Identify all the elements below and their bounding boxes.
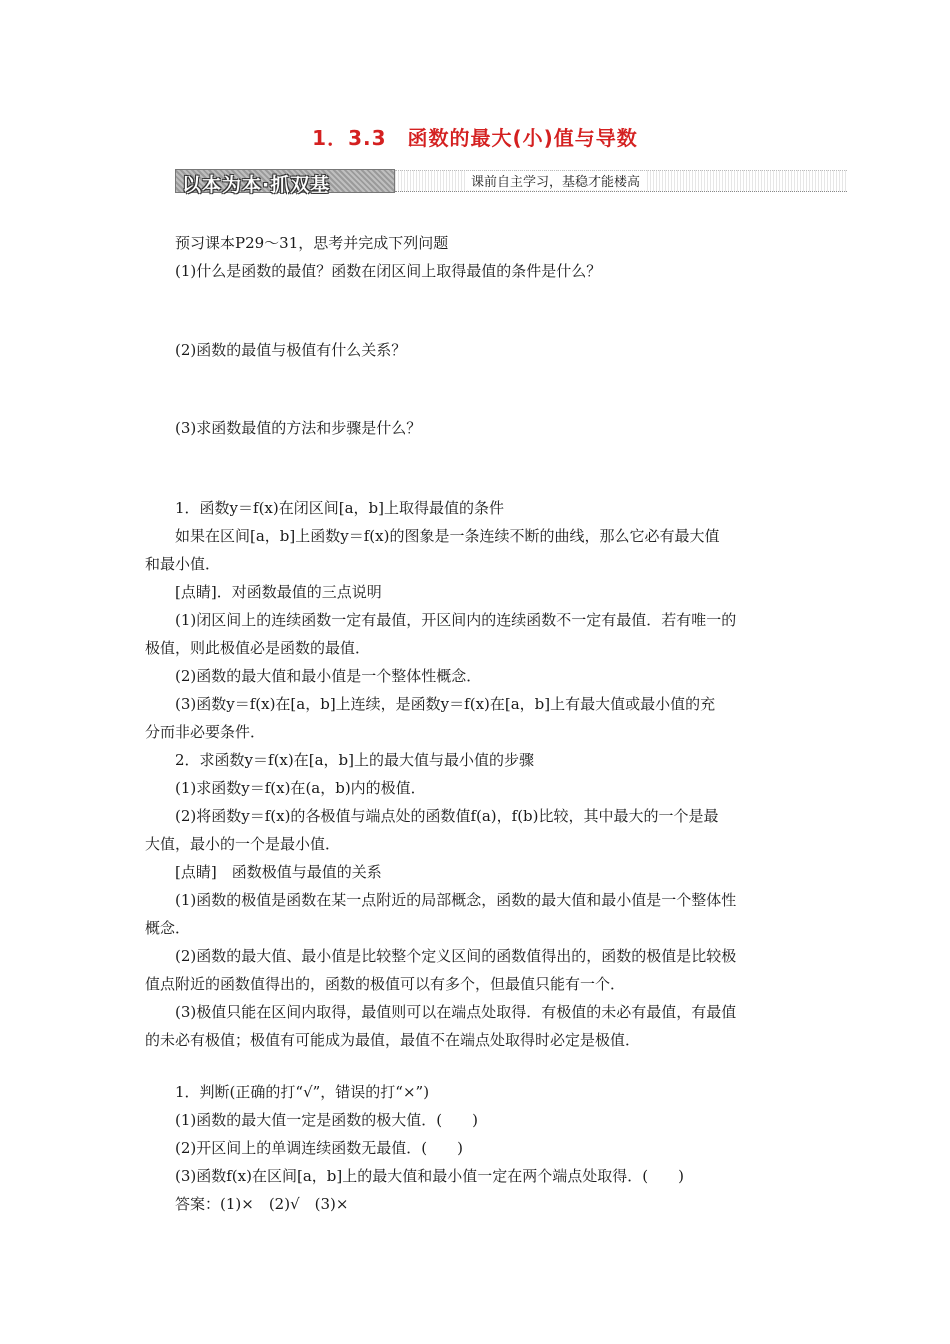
paragraph-line: 值点附近的函数值得出的，函数的极值可以有多个，但最值只能有一个． [145, 975, 626, 993]
banner-label-box [175, 169, 395, 196]
paragraph-line: 和最小值． [145, 555, 221, 573]
banner-label: 以本为本·抓双基 [182, 174, 331, 196]
paragraph-line: (3)函数y＝f(x)在[a，b]上连续，是函数y＝f(x)在[a，b]上有最大值或最小值的充 [175, 695, 716, 713]
paragraph-line: (2)函数的最大值、最小值是比较整个定义区间的函数值得出的，函数的极值是比较极 [175, 947, 737, 965]
question-2: (2)函数的最值与极值有什么关系？ [175, 341, 407, 359]
paragraph-line: (2)函数的最大值和最小值是一个整体性概念． [175, 667, 482, 685]
paragraph-line: (1)求函数y＝f(x)在(a，b)内的极值． [175, 779, 426, 797]
paragraph-line: (3)极值只能在区间内取得，最值则可以在端点处取得．有极值的未必有最值，有最值 [175, 1003, 737, 1021]
heading-2: 2．求函数y＝f(x)在[a，b]上的最大值与最小值的步骤 [175, 751, 534, 769]
exercise-item: (3)函数f(x)在区间[a，b]上的最大值和最小值一定在两个端点处取得．( ) [175, 1167, 684, 1185]
note-heading: [点睛]．对函数最值的三点说明 [175, 583, 382, 601]
page-title: 1．3.3 函数的最大(小)值与导数 [312, 126, 638, 150]
exercise-item: (2)开区间上的单调连续函数无最值．( ) [175, 1139, 463, 1157]
banner-subtitle: 课前自主学习，基稳才能楼高 [465, 171, 646, 190]
question-3: (3)求函数最值的方法和步骤是什么？ [175, 419, 422, 437]
paragraph-line: (1)函数的极值是函数在某一点附近的局部概念，函数的最大值和最小值是一个整体性 [175, 891, 737, 909]
paragraph-line: (1)闭区间上的连续函数一定有最值，开区间内的连续函数不一定有最值．若有唯一的 [175, 611, 737, 629]
answer-line: 答案：(1)× (2)√ (3)× [175, 1195, 349, 1213]
paragraph-line: 如果在区间[a，b]上函数y＝f(x)的图象是一条连续不断的曲线，那么它必有最大值 [175, 527, 720, 545]
paragraph-line: (2)将函数y＝f(x)的各极值与端点处的函数值f(a)，f(b)比较，其中最大的一个是最 [175, 807, 719, 825]
preview-intro: 预习课本P29～31，思考并完成下列问题 [175, 234, 449, 252]
exercise-item: (1)函数的最大值一定是函数的极大值．( ) [175, 1111, 478, 1129]
paragraph-line: 极值，则此极值必是函数的最值． [145, 639, 371, 657]
section-banner [175, 168, 847, 194]
heading-1: 1．函数y＝f(x)在闭区间[a，b]上取得最值的条件 [175, 499, 504, 517]
paragraph-line: 的未必有极值；极值有可能成为最值，最值不在端点处取得时必定是极值． [145, 1031, 641, 1049]
paragraph-line: 概念． [145, 919, 191, 937]
paragraph-line: 大值，最小的一个是最小值． [145, 835, 341, 853]
exercise-heading: 1．判断(正确的打“√”，错误的打“×”) [175, 1083, 430, 1101]
paragraph-line: 分而非必要条件． [145, 723, 266, 741]
note-heading: [点睛] 函数极值与最值的关系 [175, 863, 382, 881]
question-1: (1)什么是函数的最值？函数在闭区间上取得最值的条件是什么？ [175, 262, 602, 280]
